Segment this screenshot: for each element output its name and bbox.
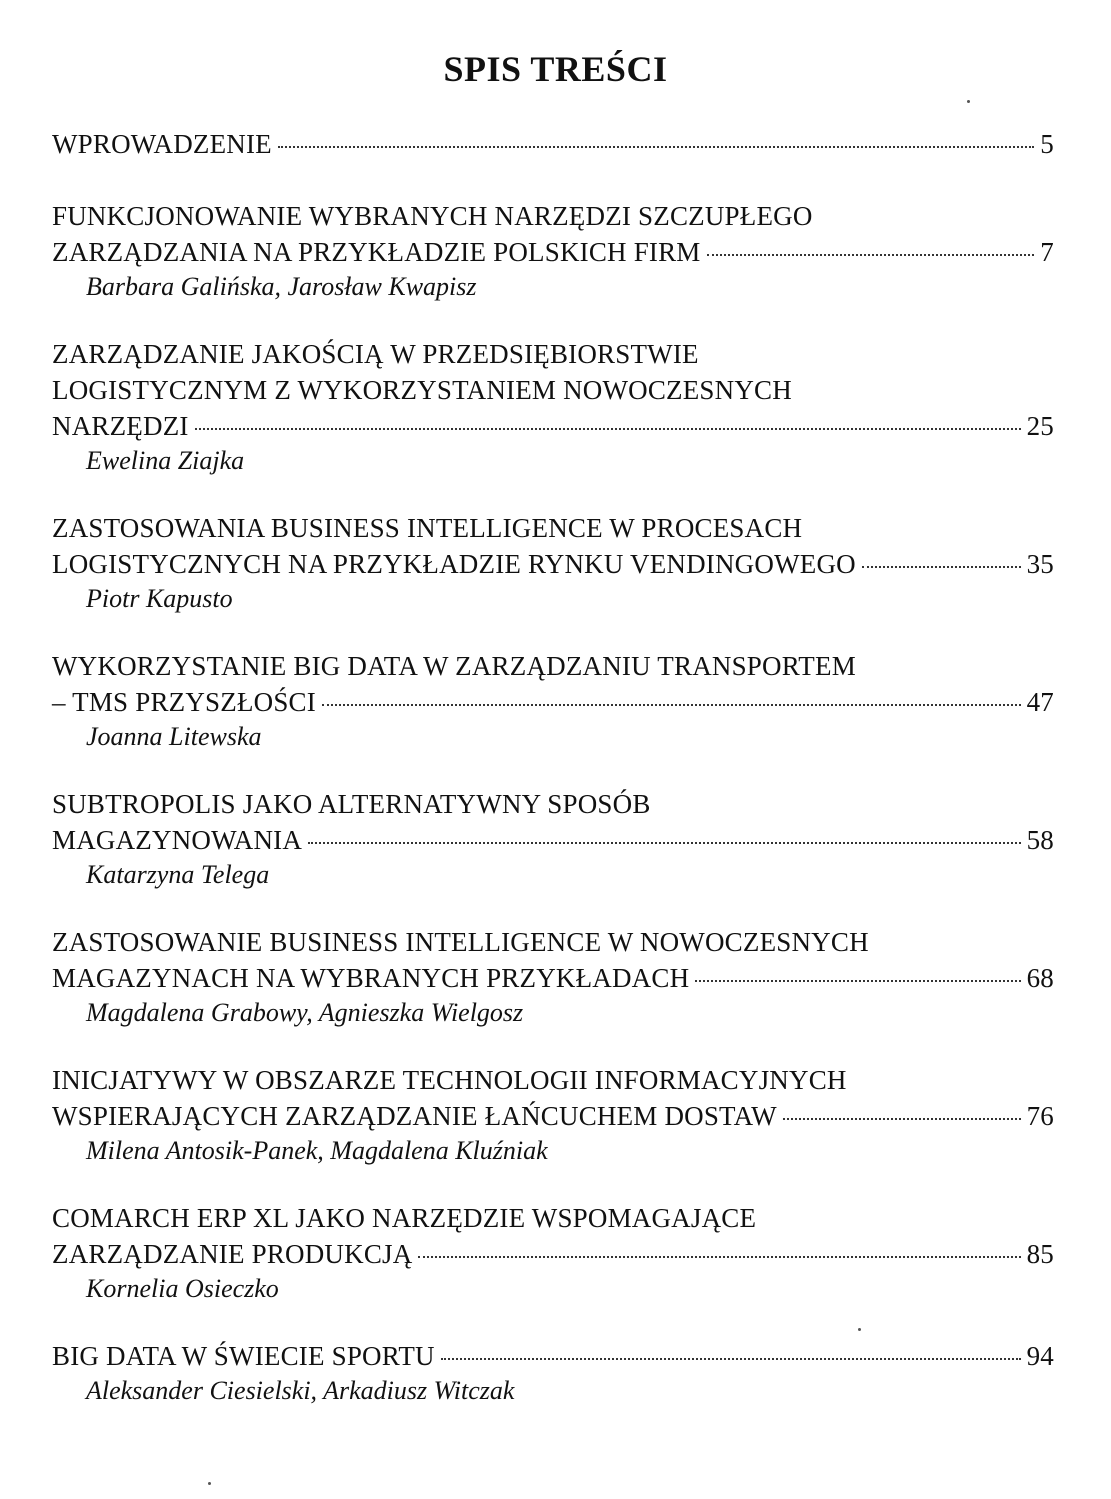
dot-leader [322,704,1021,706]
dot-leader [707,254,1035,256]
page-number: 58 [1026,825,1054,855]
dot-leader [862,566,1021,568]
toc-entry-title-line: WYKORZYSTANIE BIG DATA W ZARZĄDZANIU TRANSPORTEM [52,651,856,681]
toc-entry-authors: Joanna Litewska [86,722,262,751]
page-number: 25 [1026,411,1054,441]
toc-entry [52,198,1054,304]
page-number: 76 [1026,1101,1054,1131]
toc-entry-title-end: – TMS PRZYSZŁOŚCI [52,687,316,717]
toc-entry-last-line [52,408,1054,444]
toc-entry-last-line [52,960,1054,996]
toc-entry-title-end: MAGAZYNOWANIA [52,825,303,855]
page-number: 68 [1026,963,1054,993]
toc-entry [52,786,1054,892]
toc-entry-title-line: ZARZĄDZANIE JAKOŚCIĄ W PRZEDSIĘBIORSTWIE [52,339,699,369]
toc-entry [52,336,1054,478]
page-title: SPIS TREŚCI [443,49,668,89]
toc-entry-authors: Aleksander Ciesielski, Arkadiusz Witczak [86,1376,515,1405]
page-number: 7 [1040,237,1054,267]
toc-entry-title-end: WPROWADZENIE [52,129,272,159]
toc-entry-title-line: COMARCH ERP XL JAKO NARZĘDZIE WSPOMAGAJĄCE [52,1203,757,1233]
toc-entry-title-end: ZARZĄDZANIE PRODUKCJĄ [52,1239,413,1269]
dot-leader [441,1358,1021,1360]
toc-entry-title-end: ZARZĄDZANIA NA PRZYKŁADZIE POLSKICH FIRM [52,237,701,267]
toc-entry-last-line [52,684,1054,720]
toc-entry-title-end: MAGAZYNACH NA WYBRANYCH PRZYKŁADACH [52,963,690,993]
toc-entry-last-line [52,1236,1054,1272]
toc-entry-title-line: LOGISTYCZNYM Z WYKORZYSTANIEM NOWOCZESNYCH [52,375,792,405]
toc-entry [52,1062,1054,1168]
dot-leader [278,146,1034,148]
toc-entry-title-line: INICJATYWY W OBSZARZE TECHNOLOGII INFORMACYJNYCH [52,1065,847,1095]
toc-entry-title-line: FUNKCJONOWANIE WYBRANYCH NARZĘDZI SZCZUPŁEGO [52,201,813,231]
page-number: 85 [1026,1239,1054,1269]
toc-entry-title-end: WSPIERAJĄCYCH ZARZĄDZANIE ŁAŃCUCHEM DOSTAW [52,1101,777,1131]
toc-entry-last-line [52,126,1054,162]
toc-entry-last-line [52,546,1054,582]
page-number: 94 [1026,1341,1054,1371]
toc-entry-authors: Ewelina Ziajka [86,446,245,475]
toc-entry-authors: Katarzyna Telega [86,860,270,889]
toc-entry [52,1338,1054,1408]
dot-leader [783,1118,1021,1120]
page-number: 5 [1040,129,1054,159]
scan-speck [967,100,970,103]
toc-entry-last-line [52,234,1054,270]
toc-entry [52,510,1054,616]
dot-leader [308,842,1021,844]
scan-speck [208,1482,211,1485]
toc-entry-last-line [52,1338,1054,1374]
toc-entry-authors: Piotr Kapusto [86,584,233,613]
page-number: 47 [1026,687,1054,717]
toc-entry-authors: Milena Antosik-Panek, Magdalena Kluźniak [86,1136,548,1165]
toc-entry-last-line [52,822,1054,858]
dot-leader [418,1256,1020,1258]
page-number: 35 [1026,549,1054,579]
toc-entry [52,1200,1054,1306]
table-of-contents [52,126,1054,1440]
toc-entry-authors: Magdalena Grabowy, Agnieszka Wielgosz [86,998,524,1027]
toc-entry [52,126,1054,162]
toc-entry [52,924,1054,1030]
toc-entry-authors: Kornelia Osieczko [86,1274,279,1303]
toc-entry [52,648,1054,754]
scan-speck [858,1328,861,1331]
toc-entry-authors: Barbara Galińska, Jarosław Kwapisz [86,272,477,301]
toc-entry-title-line: SUBTROPOLIS JAKO ALTERNATYWNY SPOSÓB [52,789,651,819]
dot-leader [195,428,1021,430]
toc-entry-title-end: LOGISTYCZNYCH NA PRZYKŁADZIE RYNKU VENDINGOWEGO [52,549,856,579]
toc-entry-last-line [52,1098,1054,1134]
toc-entry-title-end: NARZĘDZI [52,411,189,441]
dot-leader [695,980,1020,982]
toc-entry-title-line: ZASTOSOWANIA BUSINESS INTELLIGENCE W PROCESACH [52,513,803,543]
toc-entry-title-line: ZASTOSOWANIE BUSINESS INTELLIGENCE W NOWOCZESNYCH [52,927,869,957]
toc-entry-title-end: BIG DATA W ŚWIECIE SPORTU [52,1341,435,1371]
